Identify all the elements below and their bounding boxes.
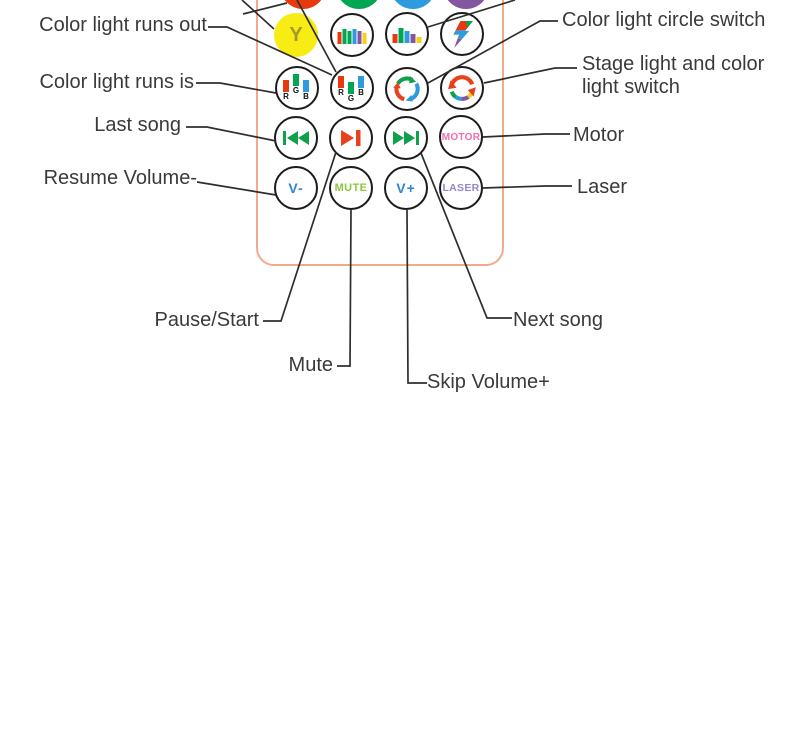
label-pause-start: Pause/Start [154, 309, 259, 331]
label-motor: Motor [573, 124, 625, 146]
lightning-bolt-icon [451, 21, 474, 48]
previous-track-icon [283, 130, 309, 146]
color-bars-mode-button[interactable] [330, 13, 374, 57]
mute-button-label: MUTE [334, 182, 368, 194]
mute-button[interactable] [329, 166, 373, 210]
laser-button[interactable] [439, 166, 483, 210]
yellow-color-button[interactable] [274, 13, 318, 57]
cycle-arrows-icon [392, 74, 422, 104]
yellow-button-label: Y [289, 23, 303, 46]
letter-r: R [338, 88, 344, 97]
color-circle-switch-button[interactable] [385, 67, 429, 111]
next-track-icon [393, 130, 419, 146]
play-pause-icon [341, 130, 361, 146]
color-runs-is-button[interactable] [275, 66, 319, 110]
volume-up-button[interactable] [384, 166, 428, 210]
letter-b: B [358, 88, 364, 97]
label-resume-volume: Resume Volume- [43, 167, 197, 189]
laser-button-label: LASER [442, 182, 480, 194]
equalizer-bars-icon [337, 26, 367, 44]
label-stage-light-switch: Stage light and color light switch [582, 53, 765, 98]
label-mute: Mute [288, 354, 333, 376]
letter-r: R [283, 92, 289, 101]
volume-up-label: V+ [396, 180, 416, 196]
label-laser: Laser [577, 176, 628, 198]
letter-b: B [303, 92, 309, 101]
label-color-light-runs-is: Color light runs is [39, 71, 194, 93]
volume-down-button[interactable] [274, 166, 318, 210]
stage-color-light-switch-button[interactable] [440, 66, 484, 110]
letter-g: G [292, 86, 300, 95]
volume-down-label: V- [288, 180, 304, 196]
music-rhythm-mode-button[interactable] [385, 12, 429, 56]
label-color-light-runs-out: Color light runs out [39, 14, 207, 36]
letter-g: G [347, 94, 355, 103]
music-level-bars-icon [392, 25, 422, 43]
next-song-button[interactable] [384, 116, 428, 160]
motor-button[interactable] [439, 115, 483, 159]
flash-strobe-button[interactable] [440, 12, 484, 56]
last-song-button[interactable] [274, 116, 318, 160]
label-color-light-circle-switch: Color light circle switch [562, 9, 766, 31]
motor-button-label: MOTOR [441, 131, 481, 143]
rgb-bars-icon [337, 73, 367, 103]
label-next-song: Next song [513, 309, 604, 331]
color-runs-out-button[interactable] [330, 66, 374, 110]
pause-start-button[interactable] [329, 116, 373, 160]
rainbow-cycle-arrows-icon [447, 73, 477, 103]
label-last-song: Last song [94, 114, 181, 136]
rgb-bars-icon [282, 73, 312, 103]
label-skip-volume: Skip Volume+ [427, 371, 550, 393]
